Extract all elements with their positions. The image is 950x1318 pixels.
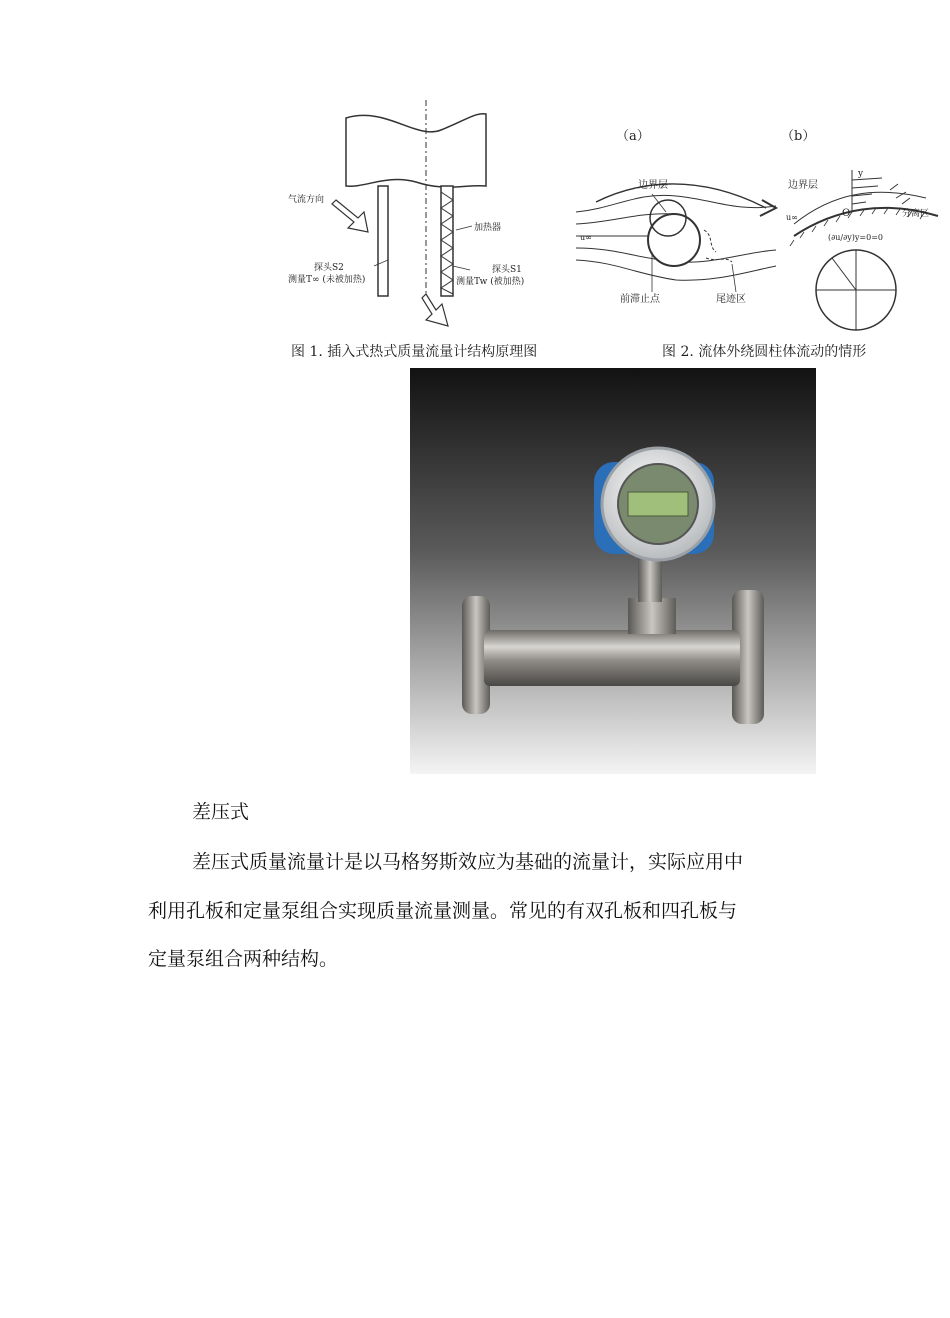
- lcd-display: [628, 492, 688, 516]
- pipe-section: [346, 114, 486, 187]
- probe-s1-measure-label: 测量Tw (被加热): [456, 277, 525, 287]
- probe-s1-label: 探头S1: [492, 265, 522, 275]
- panel-a-u-label: u∞: [580, 233, 592, 242]
- probe-s2-measure-label: 测量T∞ (未被加热): [288, 275, 366, 285]
- figure-1-diagram: [276, 100, 568, 368]
- panel-b-boundary-label: 边界层: [788, 180, 818, 191]
- flow-pipe: [484, 630, 740, 686]
- panel-b-o-label: O: [842, 208, 851, 219]
- panel-b-condition-label: (∂u/∂y)y=0=0: [828, 233, 883, 242]
- panel-b-y-label: y: [858, 169, 864, 179]
- mounting-block: [628, 598, 676, 634]
- panel-b-tag: （b）: [781, 129, 816, 144]
- panel-a-cylinder: [648, 214, 700, 266]
- panel-a-flow-arrow: [760, 200, 776, 216]
- flow-arrow-out: [422, 294, 448, 326]
- panel-b-separation-label: 分离区: [902, 209, 930, 219]
- heater-label: 加热器: [474, 223, 502, 233]
- probe-s2-label: 探头S2: [314, 263, 344, 273]
- panel-b-u-label: u∞: [786, 213, 798, 222]
- figure-1-caption: 图 1. 插入式热式质量流量计结构原理图: [291, 344, 538, 360]
- figure-2-caption: 图 2. 流体外绕圆柱体流动的情形: [662, 344, 867, 360]
- section-heading: 差压式: [192, 801, 250, 823]
- probe-s2: [378, 186, 388, 296]
- panel-b-velocity-profile: [852, 178, 882, 204]
- figure-2-diagram: [576, 112, 942, 368]
- flowmeter-photo: [410, 368, 816, 774]
- panel-a-boundary-label: 边界层: [638, 180, 668, 191]
- panel-a-wake-vortices: [704, 230, 732, 262]
- flow-direction-label: 气流方向: [288, 195, 325, 205]
- paragraph-line-3: 定量泵组合两种结构。: [148, 948, 339, 970]
- paragraph-line-2: 利用孔板和定量泵组合实现质量流量测量。常见的有双孔板和四孔板与: [148, 900, 738, 922]
- flow-arrow-in: [332, 200, 368, 232]
- panel-a-stagnation-label: 前滞止点: [620, 294, 660, 305]
- paragraph-line-1: 差压式质量流量计是以马格努斯效应为基础的流量计，实际应用中: [192, 851, 744, 873]
- panel-a-wake-label: 尾迹区: [716, 294, 746, 305]
- panel-a-tag: （a）: [616, 129, 650, 144]
